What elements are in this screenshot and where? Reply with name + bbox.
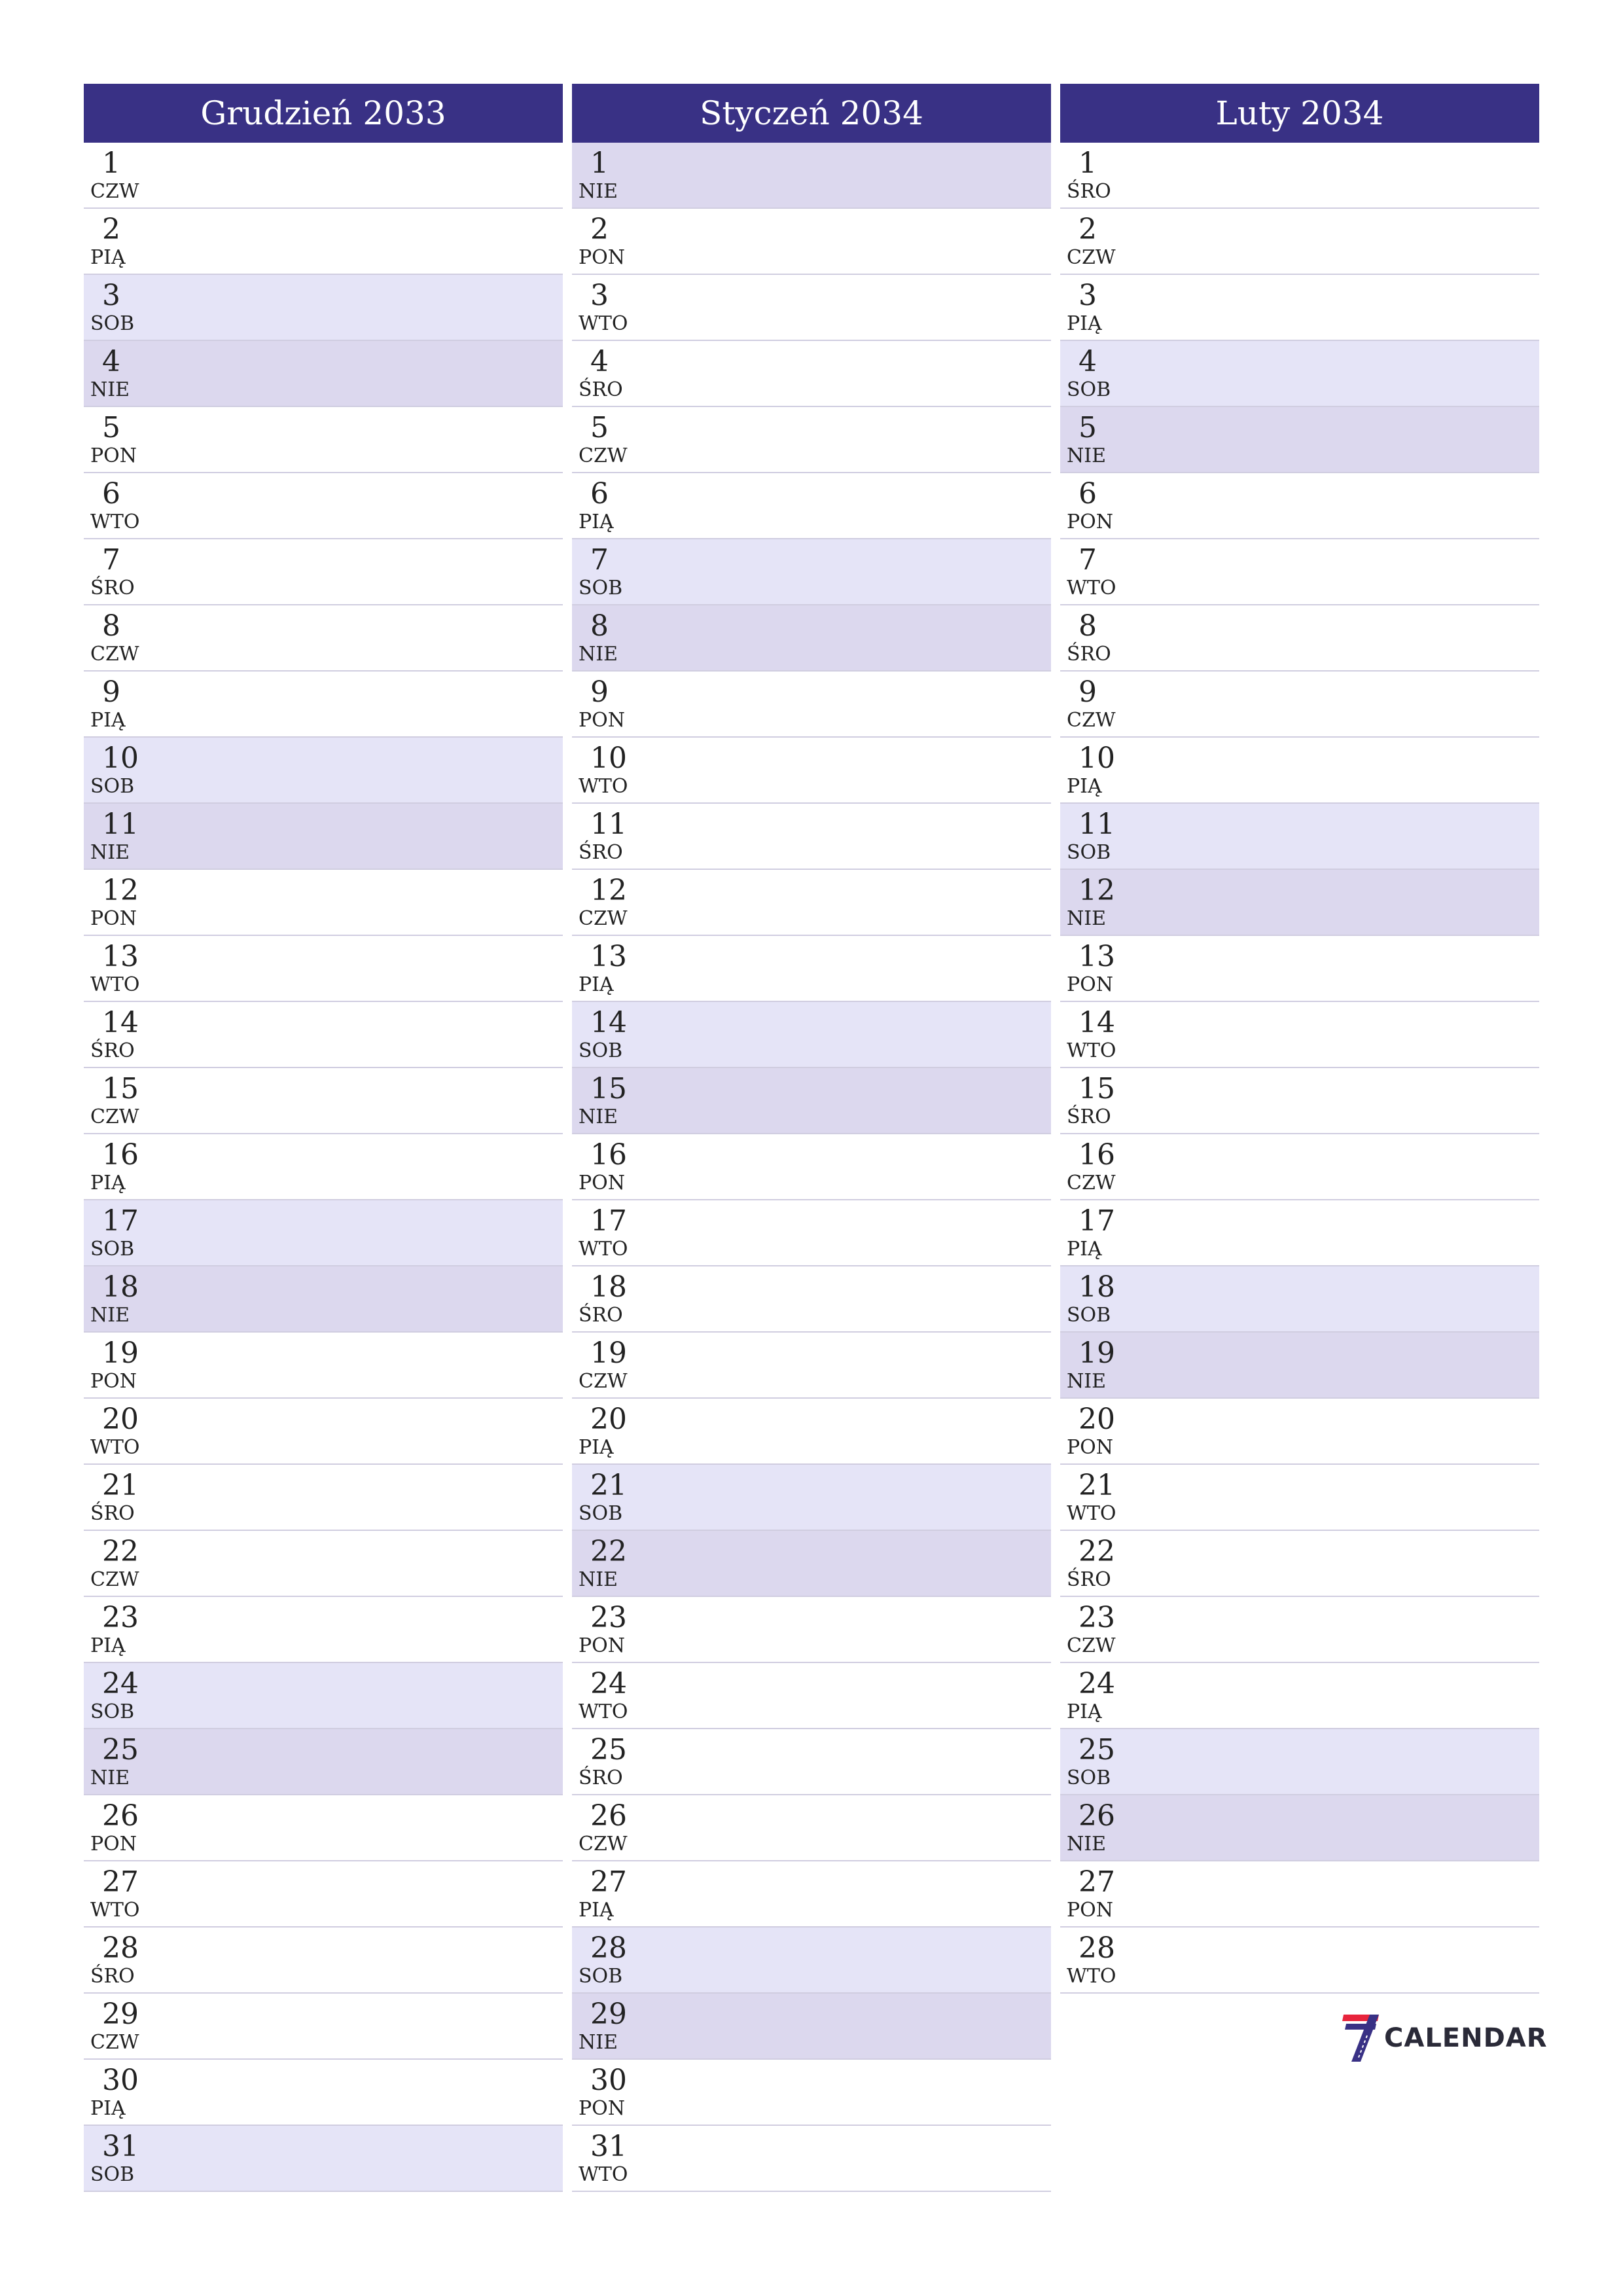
weekday-label: PIĄ bbox=[90, 2097, 126, 2120]
weekday-label: NIE bbox=[579, 643, 618, 666]
weekday-label: PON bbox=[90, 907, 137, 930]
day-row bbox=[1060, 1928, 1539, 1994]
day-row bbox=[572, 473, 1051, 539]
weekday-label: NIE bbox=[1067, 444, 1106, 467]
day-row bbox=[572, 804, 1051, 870]
weekday-label: PIĄ bbox=[90, 709, 126, 732]
day-row bbox=[572, 1068, 1051, 1134]
day-row bbox=[1060, 1068, 1539, 1134]
day-row bbox=[572, 209, 1051, 275]
day-row bbox=[1060, 143, 1539, 209]
weekday-label: PIĄ bbox=[579, 973, 614, 996]
day-number: 5 bbox=[590, 411, 609, 444]
weekday-label: SOB bbox=[90, 312, 135, 335]
weekday-label: ŚRO bbox=[90, 1502, 135, 1525]
day-row bbox=[1060, 605, 1539, 672]
month-column-january bbox=[572, 84, 1051, 2192]
day-row bbox=[84, 605, 563, 672]
day-number: 18 bbox=[102, 1270, 139, 1304]
day-row bbox=[572, 1333, 1051, 1399]
day-number: 12 bbox=[102, 874, 139, 907]
day-number: 26 bbox=[102, 1799, 139, 1833]
weekday-label: ŚRO bbox=[579, 841, 623, 864]
weekday-label: PIĄ bbox=[1067, 775, 1102, 798]
day-number: 13 bbox=[102, 940, 139, 973]
day-number: 10 bbox=[590, 742, 627, 775]
weekday-label: PIĄ bbox=[1067, 1700, 1102, 1723]
day-row bbox=[84, 1399, 563, 1465]
day-number: 30 bbox=[102, 2064, 139, 2097]
day-number: 16 bbox=[590, 1138, 627, 1172]
day-row bbox=[84, 804, 563, 870]
weekday-label: ŚRO bbox=[90, 1965, 135, 1988]
weekday-label: NIE bbox=[579, 180, 618, 203]
day-row bbox=[84, 1861, 563, 1928]
day-row bbox=[572, 1002, 1051, 1068]
day-number: 19 bbox=[590, 1336, 627, 1370]
day-number: 24 bbox=[1079, 1667, 1115, 1700]
day-row bbox=[84, 2060, 563, 2126]
day-row bbox=[572, 738, 1051, 804]
weekday-label: PON bbox=[90, 444, 137, 467]
day-row bbox=[572, 1928, 1051, 1994]
weekday-label: CZW bbox=[579, 444, 628, 467]
weekday-label: PON bbox=[579, 709, 626, 732]
day-number: 20 bbox=[102, 1403, 139, 1436]
month-column-february bbox=[1060, 84, 1539, 1994]
day-list bbox=[572, 143, 1051, 2192]
day-row bbox=[84, 738, 563, 804]
day-number: 22 bbox=[1079, 1535, 1115, 1568]
day-number: 12 bbox=[590, 874, 627, 907]
weekday-label: ŚRO bbox=[579, 1767, 623, 1789]
weekday-label: CZW bbox=[90, 1568, 139, 1591]
day-row bbox=[84, 1068, 563, 1134]
weekday-label: PON bbox=[1067, 973, 1114, 996]
weekday-label: SOB bbox=[1067, 1767, 1111, 1789]
weekday-label: CZW bbox=[90, 180, 139, 203]
weekday-label: SOB bbox=[90, 2163, 135, 2186]
weekday-label: PON bbox=[1067, 1436, 1114, 1459]
day-number: 5 bbox=[102, 411, 120, 444]
weekday-label: PON bbox=[1067, 511, 1114, 533]
day-number: 6 bbox=[1079, 477, 1097, 511]
day-number: 24 bbox=[590, 1667, 627, 1700]
day-row bbox=[572, 1200, 1051, 1266]
weekday-label: NIE bbox=[1067, 1370, 1106, 1393]
weekday-label: CZW bbox=[1067, 1634, 1116, 1657]
weekday-label: WTO bbox=[1067, 1502, 1116, 1525]
weekday-label: SOB bbox=[579, 1039, 623, 1062]
day-number: 19 bbox=[102, 1336, 139, 1370]
month-column-december bbox=[84, 84, 563, 2192]
day-number: 18 bbox=[590, 1270, 627, 1304]
day-row bbox=[572, 143, 1051, 209]
day-row bbox=[84, 1663, 563, 1729]
day-number: 3 bbox=[102, 279, 120, 312]
day-number: 31 bbox=[590, 2130, 627, 2163]
day-row bbox=[1060, 1465, 1539, 1531]
day-number: 15 bbox=[1079, 1072, 1115, 1105]
weekday-label: ŚRO bbox=[579, 1304, 623, 1327]
weekday-label: NIE bbox=[579, 1568, 618, 1591]
day-row bbox=[572, 1266, 1051, 1333]
day-number: 1 bbox=[102, 147, 120, 180]
day-row bbox=[1060, 672, 1539, 738]
day-number: 22 bbox=[590, 1535, 627, 1568]
day-number: 2 bbox=[1079, 213, 1097, 246]
weekday-label: PIĄ bbox=[90, 1172, 126, 1194]
weekday-label: SOB bbox=[90, 1700, 135, 1723]
day-number: 9 bbox=[1079, 675, 1097, 709]
day-row bbox=[84, 870, 563, 936]
day-number: 2 bbox=[590, 213, 609, 246]
day-number: 19 bbox=[1079, 1336, 1115, 1370]
day-row bbox=[1060, 1333, 1539, 1399]
day-number: 9 bbox=[102, 675, 120, 709]
day-number: 7 bbox=[590, 543, 609, 577]
day-number: 27 bbox=[102, 1865, 139, 1899]
day-number: 10 bbox=[102, 742, 139, 775]
weekday-label: PIĄ bbox=[90, 1634, 126, 1657]
day-number: 15 bbox=[590, 1072, 627, 1105]
weekday-label: ŚRO bbox=[579, 378, 623, 401]
day-number: 27 bbox=[590, 1865, 627, 1899]
weekday-label: CZW bbox=[579, 1370, 628, 1393]
day-row bbox=[572, 275, 1051, 341]
weekday-label: WTO bbox=[579, 775, 628, 798]
weekday-label: NIE bbox=[90, 1304, 130, 1327]
day-number: 8 bbox=[102, 609, 120, 643]
weekday-label: PON bbox=[90, 1833, 137, 1856]
day-row bbox=[84, 1597, 563, 1663]
weekday-label: PIĄ bbox=[1067, 312, 1102, 335]
day-number: 13 bbox=[590, 940, 627, 973]
day-number: 6 bbox=[590, 477, 609, 511]
day-number: 31 bbox=[102, 2130, 139, 2163]
weekday-label: WTO bbox=[579, 1700, 628, 1723]
day-number: 26 bbox=[590, 1799, 627, 1833]
day-number: 7 bbox=[102, 543, 120, 577]
day-number: 21 bbox=[1079, 1469, 1115, 1502]
day-number: 25 bbox=[590, 1733, 627, 1767]
day-row bbox=[1060, 1795, 1539, 1861]
weekday-label: NIE bbox=[1067, 1833, 1106, 1856]
day-number: 4 bbox=[102, 345, 120, 378]
day-number: 4 bbox=[1079, 345, 1097, 378]
day-number: 30 bbox=[590, 2064, 627, 2097]
weekday-label: SOB bbox=[579, 1502, 623, 1525]
weekday-label: ŚRO bbox=[1067, 1568, 1111, 1591]
day-row bbox=[572, 1795, 1051, 1861]
weekday-label: WTO bbox=[1067, 577, 1116, 600]
day-number: 16 bbox=[1079, 1138, 1115, 1172]
weekday-label: PIĄ bbox=[90, 246, 126, 269]
day-row bbox=[572, 1597, 1051, 1663]
day-row bbox=[84, 2126, 563, 2192]
weekday-label: SOB bbox=[90, 1238, 135, 1261]
day-row bbox=[572, 870, 1051, 936]
day-number: 8 bbox=[1079, 609, 1097, 643]
day-number: 18 bbox=[1079, 1270, 1115, 1304]
day-row bbox=[84, 143, 563, 209]
day-row bbox=[1060, 341, 1539, 407]
day-number: 20 bbox=[1079, 1403, 1115, 1436]
day-number: 1 bbox=[590, 147, 609, 180]
weekday-label: NIE bbox=[579, 1105, 618, 1128]
weekday-label: CZW bbox=[579, 1833, 628, 1856]
weekday-label: PON bbox=[579, 2097, 626, 2120]
weekday-label: PIĄ bbox=[1067, 1238, 1102, 1261]
day-row bbox=[1060, 275, 1539, 341]
day-row bbox=[572, 1134, 1051, 1200]
weekday-label: NIE bbox=[90, 378, 130, 401]
day-number: 27 bbox=[1079, 1865, 1115, 1899]
day-number: 3 bbox=[590, 279, 609, 312]
day-number: 12 bbox=[1079, 874, 1115, 907]
day-number: 14 bbox=[1079, 1006, 1115, 1039]
weekday-label: SOB bbox=[1067, 378, 1111, 401]
weekday-label: ŚRO bbox=[1067, 180, 1111, 203]
day-number: 29 bbox=[590, 1998, 627, 2031]
day-row bbox=[1060, 1399, 1539, 1465]
day-number: 10 bbox=[1079, 742, 1115, 775]
day-number: 6 bbox=[102, 477, 120, 511]
weekday-label: PIĄ bbox=[579, 511, 614, 533]
weekday-label: CZW bbox=[90, 643, 139, 666]
weekday-label: WTO bbox=[90, 1436, 140, 1459]
weekday-label: NIE bbox=[1067, 907, 1106, 930]
weekday-label: SOB bbox=[579, 577, 623, 600]
month-title: Styczeń 2034 bbox=[572, 84, 1051, 143]
weekday-label: PON bbox=[1067, 1899, 1114, 1922]
day-number: 14 bbox=[590, 1006, 627, 1039]
day-row bbox=[1060, 804, 1539, 870]
weekday-label: ŚRO bbox=[90, 577, 135, 600]
day-row bbox=[84, 341, 563, 407]
day-number: 24 bbox=[102, 1667, 139, 1700]
day-row bbox=[84, 1531, 563, 1597]
weekday-label: WTO bbox=[1067, 1965, 1116, 1988]
day-row bbox=[572, 936, 1051, 1002]
day-row bbox=[572, 2126, 1051, 2192]
day-row bbox=[1060, 1663, 1539, 1729]
day-number: 21 bbox=[590, 1469, 627, 1502]
day-number: 28 bbox=[102, 1931, 139, 1965]
day-number: 4 bbox=[590, 345, 609, 378]
day-row bbox=[84, 539, 563, 605]
weekday-label: WTO bbox=[90, 973, 140, 996]
day-row bbox=[1060, 1531, 1539, 1597]
day-row bbox=[1060, 936, 1539, 1002]
weekday-label: PIĄ bbox=[579, 1436, 614, 1459]
weekday-label: WTO bbox=[1067, 1039, 1116, 1062]
weekday-label: ŚRO bbox=[1067, 1105, 1111, 1128]
day-row bbox=[84, 209, 563, 275]
day-row bbox=[1060, 209, 1539, 275]
brand-name: CALENDAR bbox=[1384, 2023, 1548, 2053]
day-row bbox=[1060, 1266, 1539, 1333]
day-list bbox=[1060, 143, 1539, 1994]
day-row bbox=[572, 407, 1051, 473]
month-title: Luty 2034 bbox=[1060, 84, 1539, 143]
day-number: 22 bbox=[102, 1535, 139, 1568]
day-row bbox=[84, 1333, 563, 1399]
day-row bbox=[572, 605, 1051, 672]
weekday-label: CZW bbox=[1067, 246, 1116, 269]
weekday-label: ŚRO bbox=[90, 1039, 135, 1062]
weekday-label: ŚRO bbox=[1067, 643, 1111, 666]
day-number: 17 bbox=[102, 1204, 139, 1238]
day-row bbox=[84, 407, 563, 473]
day-row bbox=[84, 672, 563, 738]
day-row bbox=[1060, 1597, 1539, 1663]
day-row bbox=[572, 1994, 1051, 2060]
day-row bbox=[84, 1994, 563, 2060]
weekday-label: WTO bbox=[579, 2163, 628, 2186]
brand-logo bbox=[1338, 2013, 1548, 2063]
day-number: 25 bbox=[1079, 1733, 1115, 1767]
weekday-label: WTO bbox=[579, 312, 628, 335]
day-number: 15 bbox=[102, 1072, 139, 1105]
day-number: 29 bbox=[102, 1998, 139, 2031]
day-number: 11 bbox=[102, 808, 139, 841]
weekday-label: WTO bbox=[90, 511, 140, 533]
day-row bbox=[572, 1861, 1051, 1928]
weekday-label: PON bbox=[579, 1172, 626, 1194]
day-row bbox=[1060, 1200, 1539, 1266]
day-number: 1 bbox=[1079, 147, 1097, 180]
day-number: 3 bbox=[1079, 279, 1097, 312]
day-number: 28 bbox=[1079, 1931, 1115, 1965]
day-number: 23 bbox=[102, 1601, 139, 1634]
weekday-label: CZW bbox=[1067, 709, 1116, 732]
weekday-label: SOB bbox=[579, 1965, 623, 1988]
weekday-label: SOB bbox=[90, 775, 135, 798]
weekday-label: PON bbox=[579, 246, 626, 269]
seven-logo-icon bbox=[1338, 2013, 1384, 2063]
day-row bbox=[572, 672, 1051, 738]
day-row bbox=[572, 1531, 1051, 1597]
day-row bbox=[572, 1663, 1051, 1729]
day-row bbox=[84, 1002, 563, 1068]
day-number: 9 bbox=[590, 675, 609, 709]
day-number: 21 bbox=[102, 1469, 139, 1502]
day-number: 26 bbox=[1079, 1799, 1115, 1833]
day-row bbox=[84, 1266, 563, 1333]
day-number: 28 bbox=[590, 1931, 627, 1965]
day-row bbox=[572, 1399, 1051, 1465]
day-row bbox=[572, 341, 1051, 407]
weekday-label: PIĄ bbox=[579, 1899, 614, 1922]
day-row bbox=[1060, 1861, 1539, 1928]
weekday-label: CZW bbox=[579, 907, 628, 930]
day-row bbox=[1060, 539, 1539, 605]
day-number: 25 bbox=[102, 1733, 139, 1767]
day-number: 17 bbox=[590, 1204, 627, 1238]
weekday-label: NIE bbox=[579, 2031, 618, 2054]
day-row bbox=[1060, 1002, 1539, 1068]
day-list bbox=[84, 143, 563, 2192]
day-number: 16 bbox=[102, 1138, 139, 1172]
weekday-label: SOB bbox=[1067, 841, 1111, 864]
day-row bbox=[84, 1729, 563, 1795]
day-row bbox=[84, 275, 563, 341]
weekday-label: PON bbox=[90, 1370, 137, 1393]
day-row bbox=[1060, 870, 1539, 936]
day-row bbox=[84, 1134, 563, 1200]
day-row bbox=[572, 1465, 1051, 1531]
day-number: 7 bbox=[1079, 543, 1097, 577]
day-row bbox=[84, 1465, 563, 1531]
day-row bbox=[84, 1200, 563, 1266]
weekday-label: WTO bbox=[579, 1238, 628, 1261]
day-row bbox=[84, 1928, 563, 1994]
day-number: 14 bbox=[102, 1006, 139, 1039]
weekday-label: NIE bbox=[90, 1767, 130, 1789]
day-row bbox=[572, 539, 1051, 605]
day-number: 20 bbox=[590, 1403, 627, 1436]
day-row bbox=[1060, 738, 1539, 804]
month-title: Grudzień 2033 bbox=[84, 84, 563, 143]
weekday-label: CZW bbox=[1067, 1172, 1116, 1194]
day-number: 23 bbox=[1079, 1601, 1115, 1634]
day-row bbox=[572, 1729, 1051, 1795]
day-number: 23 bbox=[590, 1601, 627, 1634]
weekday-label: NIE bbox=[90, 841, 130, 864]
day-number: 11 bbox=[1079, 808, 1115, 841]
weekday-label: SOB bbox=[1067, 1304, 1111, 1327]
day-number: 17 bbox=[1079, 1204, 1115, 1238]
day-row bbox=[572, 2060, 1051, 2126]
day-number: 2 bbox=[102, 213, 120, 246]
weekday-label: WTO bbox=[90, 1899, 140, 1922]
day-row bbox=[84, 473, 563, 539]
weekday-label: CZW bbox=[90, 1105, 139, 1128]
weekday-label: PON bbox=[579, 1634, 626, 1657]
day-row bbox=[1060, 1729, 1539, 1795]
day-number: 11 bbox=[590, 808, 627, 841]
day-row bbox=[84, 1795, 563, 1861]
day-row bbox=[1060, 473, 1539, 539]
day-number: 13 bbox=[1079, 940, 1115, 973]
day-row bbox=[1060, 1134, 1539, 1200]
day-row bbox=[1060, 407, 1539, 473]
day-row bbox=[84, 936, 563, 1002]
day-number: 8 bbox=[590, 609, 609, 643]
weekday-label: CZW bbox=[90, 2031, 139, 2054]
day-number: 5 bbox=[1079, 411, 1097, 444]
